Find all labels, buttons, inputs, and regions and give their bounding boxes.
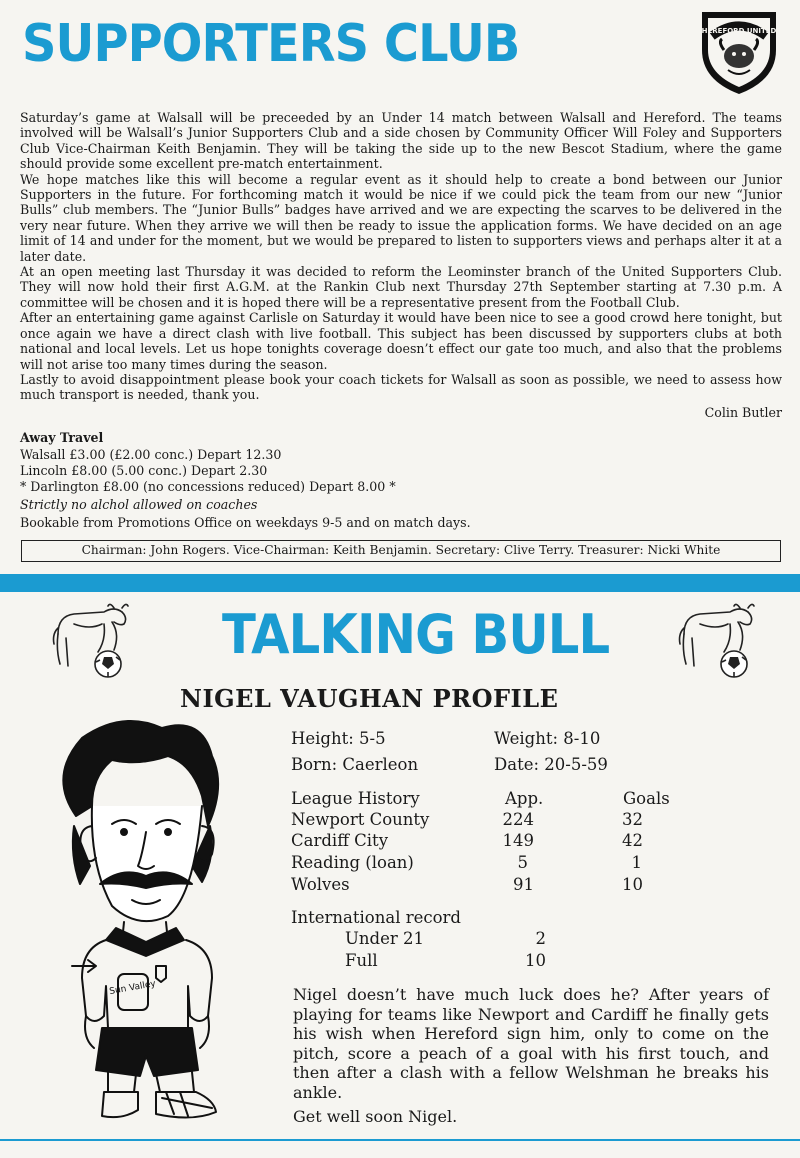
supporters-club-title: SUPPORTERS CLUB [22, 14, 520, 74]
away-travel-section [20, 430, 782, 531]
away-travel-title: Away Travel [20, 430, 104, 445]
league-club: Wolves [291, 875, 350, 894]
league-goals: 42 [622, 831, 643, 850]
article-paragraph: At an open meeting last Thursday it was decided to reform the Leominster branch of the United Supporters Club. They will now hold their first A.G.M. at the Rankin Club next Thursday 27th September starting at 7.30 p.m. A committee will be chosen and it is hoped there will be a representative present from the Football Club. [20, 264, 782, 310]
bottom-rule [0, 1139, 800, 1141]
author-signature: Colin Butler [704, 404, 782, 420]
player-birthdate: Date: 20-5-59 [494, 755, 608, 774]
bull-with-football-icon [50, 594, 134, 680]
article-paragraph: We hope matches like this will become a regular event as it should help to create a bond between our Junior Supporters in the future. For forthcoming match it would be nice if we could pick the team from our new “Junior Bulls” club members. The “Junior Bulls” badges have arrived and we are expecting the scarves to be delivered in the very near future. When they arrive we will then be ready to issue the application forms. We have decided on an age limit of 14 and under for the moment, but we would be prepared to listen to supporters views and perhaps alter it at a later date. [20, 171, 782, 264]
league-club: Newport County [291, 810, 430, 829]
supporters-club-article [20, 110, 782, 420]
player-weight: Weight: 8-10 [494, 729, 601, 748]
article-paragraph: Lastly to avoid disappointment please book your coach tickets for Walsall as soon as possible, we need to assess how much transport is needed, thank you. [20, 371, 782, 403]
league-history-header: League History [291, 789, 420, 808]
bull-with-football-icon [676, 594, 760, 680]
league-goals: 32 [622, 810, 643, 829]
international-value: 2 [535, 929, 546, 948]
league-apps: 91 [513, 875, 534, 894]
league-club: Reading (loan) [291, 853, 414, 872]
league-goals: 1 [631, 853, 642, 872]
league-apps: 224 [502, 810, 534, 829]
international-value: 10 [525, 951, 546, 970]
article-paragraph: Saturday’s game at Walsall will be preceeded by an Under 14 match between Walsall and Hereford. The teams involved will be Walsall’s Junior Supporters Club and a side chosen by Community Officer Will Foley and Supporters Club Vice-Chairman Keith Benjamin. They will be taking the side up to the new Bescot Stadium, where the game should provide some excellent pre-match entertainment. [20, 110, 782, 172]
player-height: Height: 5-5 [291, 729, 386, 748]
player-bio: Nigel doesn’t have much luck does he? After years of playing for teams like Newport and Cardiff he finally gets his wish when Hereford sign him, only to come on the pitch, score a peach of a goal with his first touch, and then after a clash with a fellow Welshman he breaks his ankle. [293, 985, 769, 1102]
league-goals-header: Goals [623, 789, 670, 808]
international-label: Under 21 [345, 929, 424, 948]
talking-bull-title: TALKING BULL [222, 603, 610, 666]
away-trip: Lincoln £8.00 (5.00 conc.) Depart 2.30 [20, 463, 268, 478]
away-travel-note: Strictly no alchol allowed on coaches [20, 497, 258, 512]
international-label: Full [345, 951, 378, 970]
away-trip: * Darlington £8.00 (no concessions reduced) Depart 8.00 * [20, 479, 396, 494]
league-apps: 5 [517, 853, 528, 872]
league-goals: 10 [622, 875, 643, 894]
league-app-header: App. [505, 789, 544, 808]
club-officials-box: Chairman: John Rogers. Vice-Chairman: Keith Benjamin. Secretary: Clive Terry. Treasurer: Nicki White [21, 540, 781, 562]
shirt-sponsor-text: Sun Valley [108, 979, 157, 998]
away-travel-booking: Bookable from Promotions Office on weekdays 9-5 and on match days. [20, 515, 471, 530]
hereford-united-crest-icon [698, 6, 780, 98]
player-birthplace: Born: Caerleon [291, 755, 419, 774]
article-paragraph: After an entertaining game against Carlisle on Saturday it would have been nice to see a good crowd here tonight, but once again we have a direct clash with live football. This subject has been discussed by supporters clubs at both national and local levels. Let us hope tonights coverage doesn’t effect our gate too much, and also that the problems will not arise too many times during the season. [20, 310, 782, 372]
league-apps: 149 [502, 831, 534, 850]
section-divider-band [0, 574, 800, 592]
player-caricature-icon [42, 716, 274, 1134]
away-trip: Walsall £3.00 (£2.00 conc.) Depart 12.30 [20, 447, 282, 462]
league-club: Cardiff City [291, 831, 389, 850]
international-record-header: International record [291, 908, 461, 927]
get-well-message: Get well soon Nigel. [293, 1107, 458, 1126]
badge-text: HEREFORD UNITED [701, 27, 777, 35]
profile-title: NIGEL VAUGHAN PROFILE [180, 684, 559, 713]
